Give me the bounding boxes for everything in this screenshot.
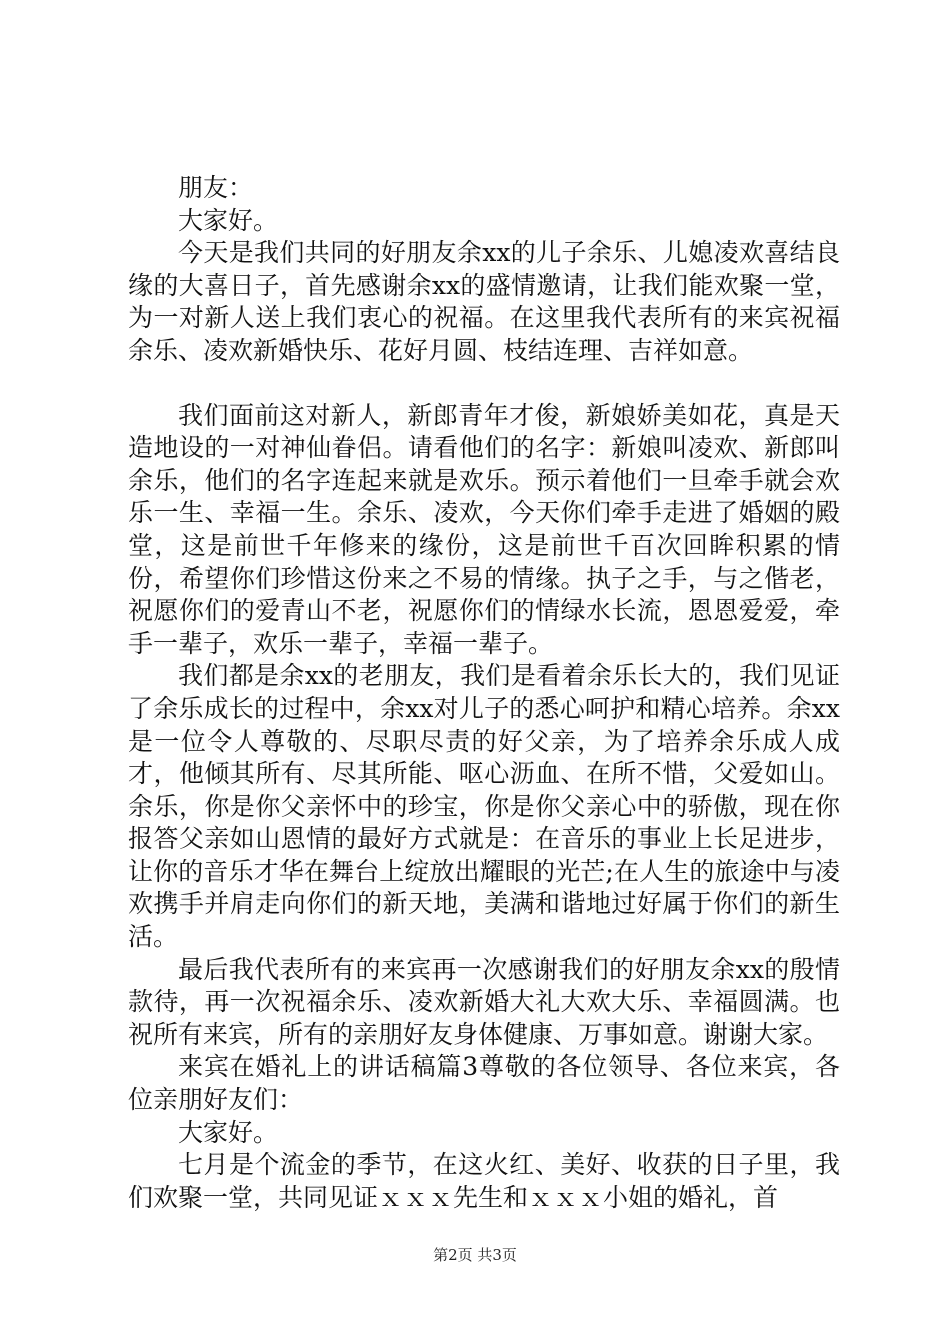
paragraph-speech-3-title: 来宾在婚礼上的讲话稿篇3尊敬的各位领导、各位来宾，各位亲朋好友们： <box>128 1052 840 1115</box>
paragraph-father: 我们都是余xx的老朋友，我们是看着余乐长大的，我们见证了余乐成长的过程中，余xx对儿子的悉心呵护和精心培养。余xx是一位令人尊敬的、尽职尽责的好父亲，为了培养余乐成人成才，他倾其所有、尽其所能、呕心沥血、在所不惜，父爱如山。余乐，你是你父亲怀中的珍宝，你是你父亲心中的骄傲，现在你报答父亲如山恩情的最好方式就是：在音乐的事业上长足进步，让你的音乐才华在舞台上绽放出耀眼的光芒;在人生的旅途中与凌欢携手并肩走向你们的新天地，美满和谐地过好属于你们的新生活。 <box>128 661 840 952</box>
paragraph-opening: 今天是我们共同的好朋友余xx的儿子余乐、儿媳凌欢喜结良缘的大喜日子，首先感谢余xx的盛情邀请，让我们能欢聚一堂，为一对新人送上我们衷心的祝福。在这里我代表所有的来宾祝福余乐、凌欢新婚快乐、花好月圆、枝结连理、吉祥如意。 <box>128 238 840 365</box>
paragraph-closing: 最后我代表所有的来宾再一次感谢我们的好朋友余xx的殷情款待，再一次祝福余乐、凌欢新婚大礼大欢大乐、幸福圆满。也祝所有来宾，所有的亲朋好友身体健康、万事如意。谢谢大家。 <box>128 954 840 1049</box>
paragraph-greeting: 大家好。 <box>178 205 279 235</box>
document-body <box>128 172 840 1214</box>
paragraph-greeting-2: 大家好。 <box>178 1117 279 1147</box>
paragraph-salutation: 朋友： <box>178 173 254 202</box>
paragraph-july: 七月是个流金的季节，在这火红、美好、收获的日子里，我们欢聚一堂，共同见证ｘｘｘ先生和ｘｘｘ小姐的婚礼，首 <box>128 1150 840 1212</box>
paragraph-couple: 我们面前这对新人，新郎青年才俊，新娘娇美如花，真是天造地设的一对神仙眷侣。请看他们的名字：新娘叫凌欢、新郎叫余乐，他们的名字连起来就是欢乐。预示着他们一旦牵手就会欢乐一生、幸福一生。余乐、凌欢，今天你们牵手走进了婚姻的殿堂，这是前世千年修来的缘份，这是前世千百次回眸积累的情份，希望你们珍惜这份来之不易的情缘。执子之手，与之偕老，祝愿你们的爱青山不老，祝愿你们的情绿水长流，恩恩爱爱，牵手一辈子，欢乐一辈子，幸福一辈子。 <box>128 400 840 658</box>
page-number-footer: 第2页 共3页 <box>433 1246 517 1264</box>
